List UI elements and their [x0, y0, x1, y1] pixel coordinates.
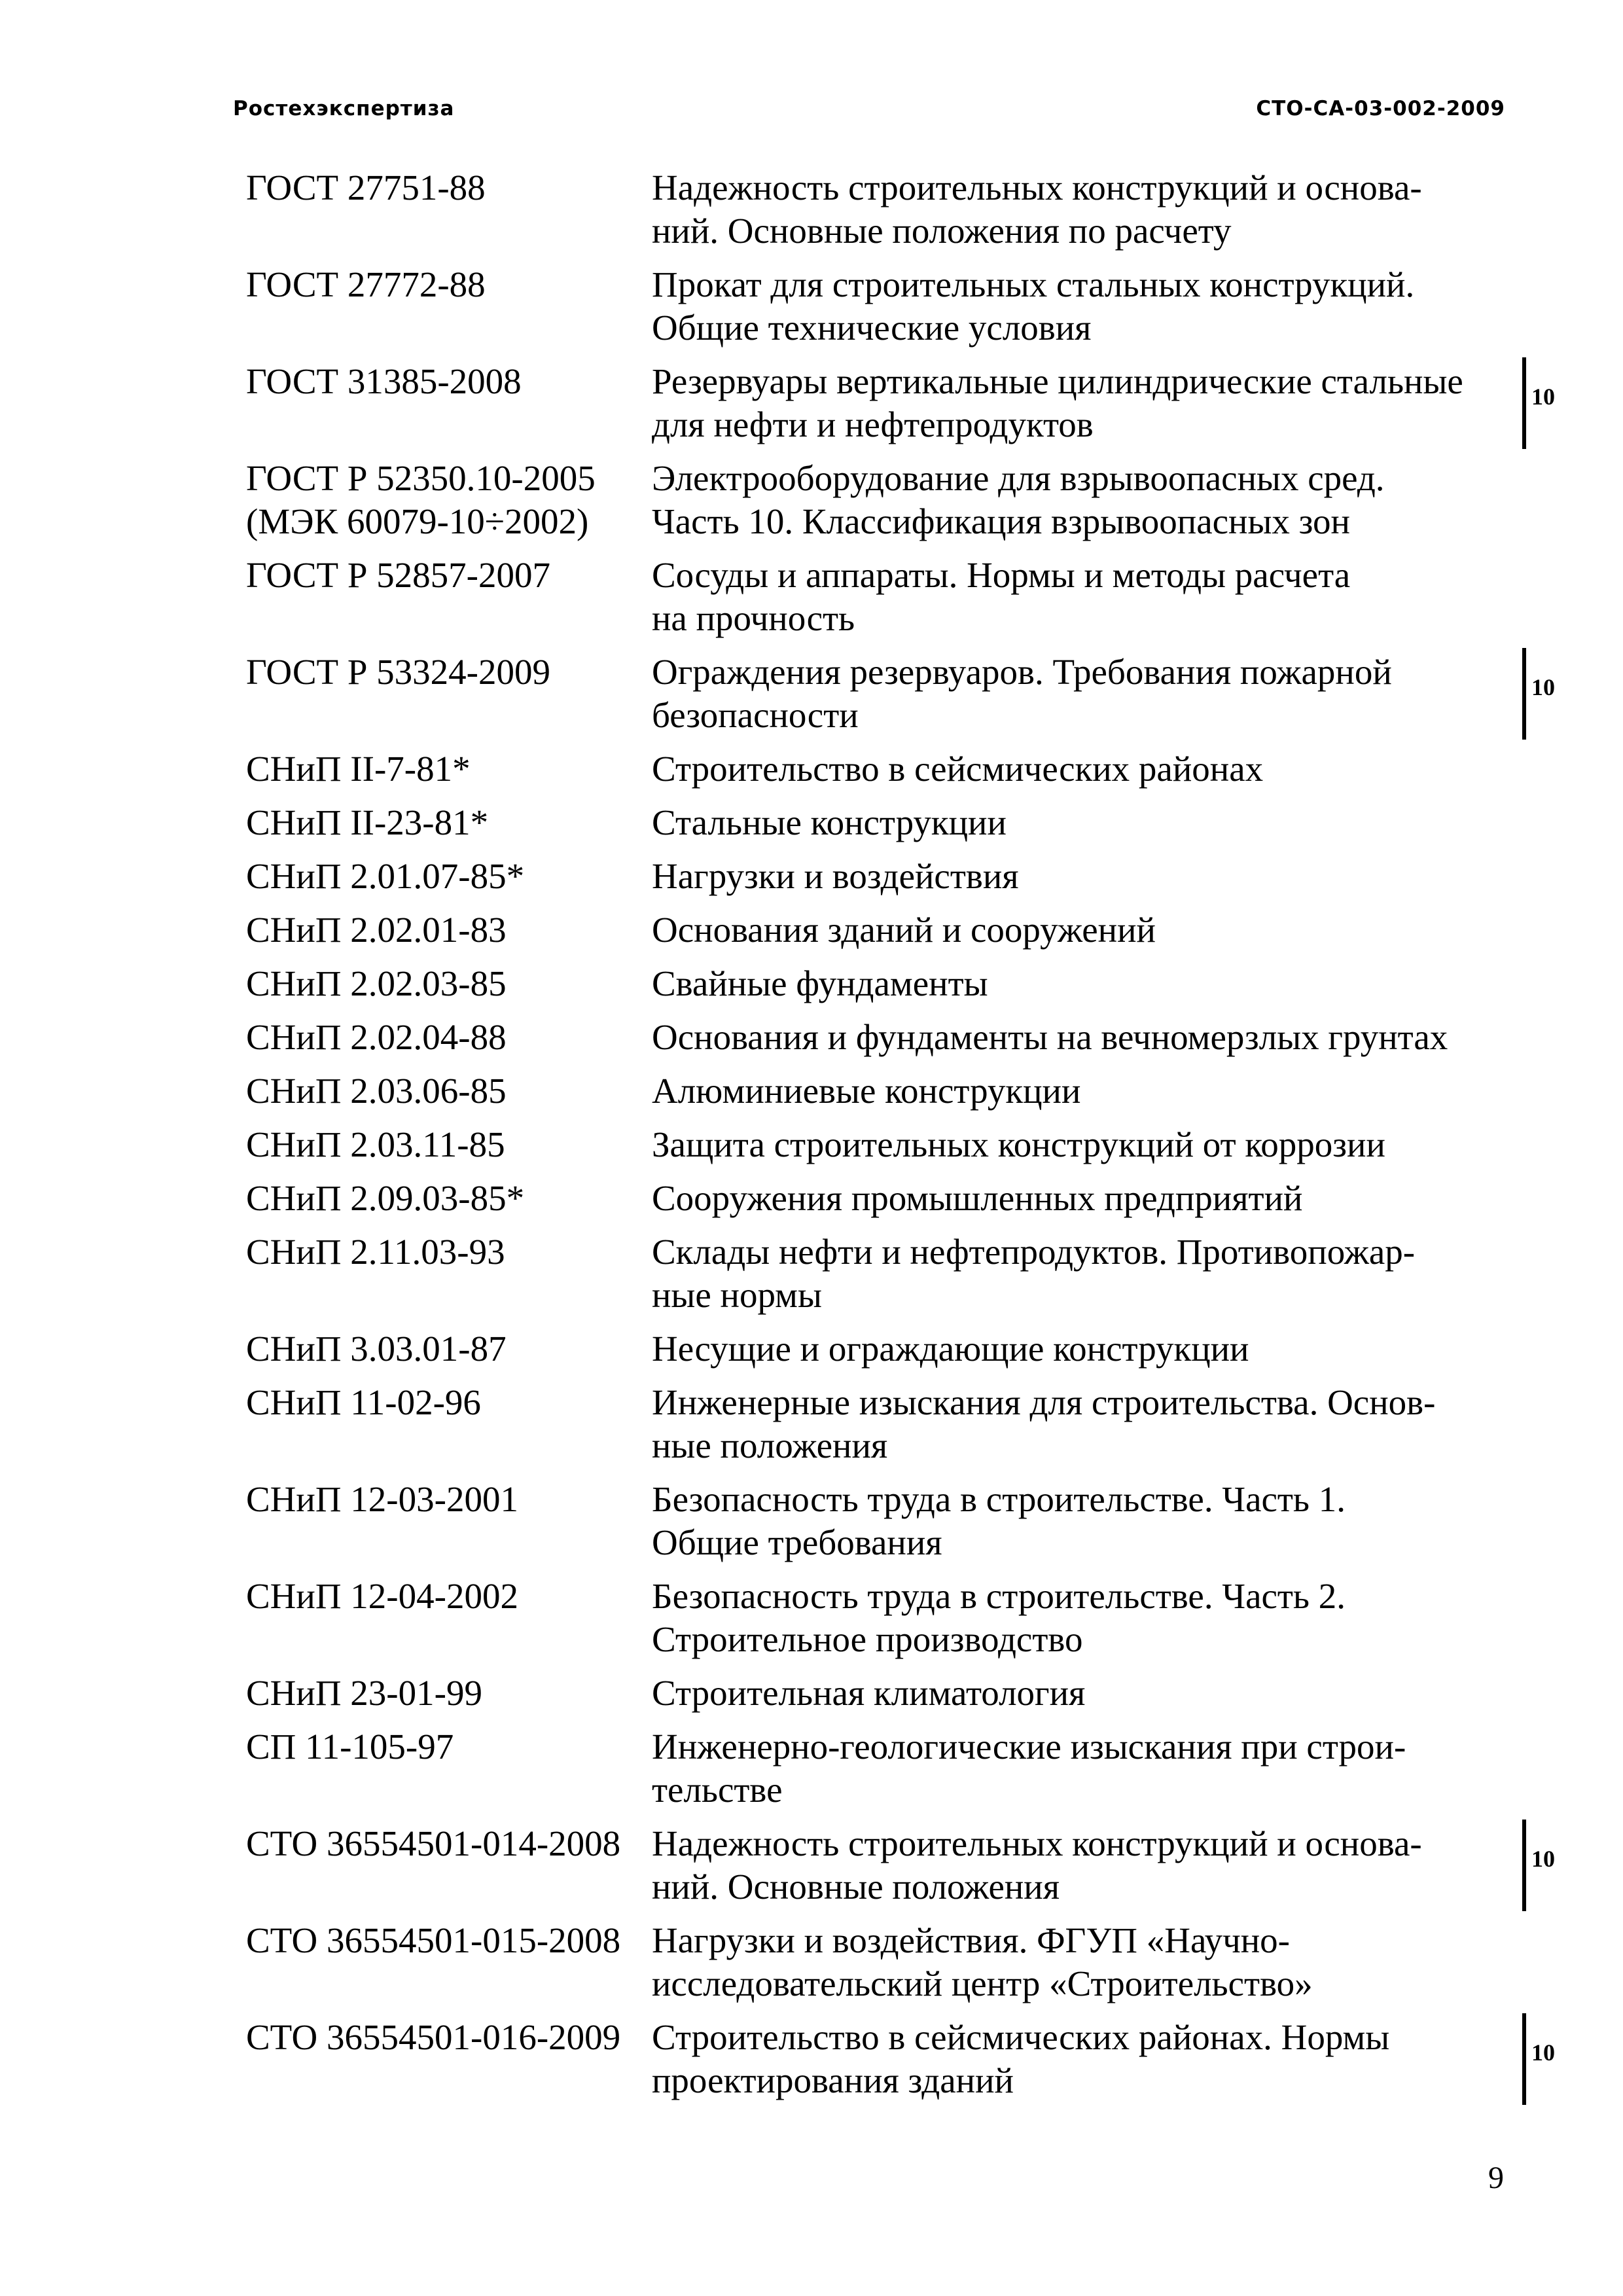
reference-code: СНиП 2.03.06-85: [246, 1071, 507, 1111]
reference-row: [246, 166, 1529, 253]
reference-code: СНиП 23-01-99: [246, 1673, 482, 1713]
change-bar-marker: [1522, 2013, 1555, 2105]
reference-row: [246, 360, 1555, 446]
reference-title: Строительная климатология: [652, 1673, 1086, 1713]
reference-row: [246, 855, 1529, 898]
change-number: 10: [1531, 674, 1555, 700]
reference-title: Электрооборудование для взрывоопасных сред. Часть 10. Классификация взрывоопасных зон: [652, 458, 1385, 541]
reference-title: Нагрузки и воздействия. ФГУП «Научно- исследовательский центр «Строительство»: [652, 1920, 1313, 2003]
reference-title: Инженерные изыскания для строительства. Основ- ные положения: [652, 1382, 1436, 1465]
reference-title: Инженерно-геологические изыскания при строи- тельстве: [652, 1727, 1406, 1810]
reference-code: СНиП 2.02.04-88: [246, 1017, 507, 1057]
reference-row: [246, 1822, 1555, 1909]
reference-row: [246, 1725, 1529, 1812]
reference-code: СТО 36554501-014-2008: [246, 1823, 621, 1863]
change-number: 10: [1531, 1846, 1555, 1872]
reference-title: Основания зданий и сооружений: [652, 910, 1156, 950]
reference-row: [246, 1016, 1529, 1059]
reference-title: Безопасность труда в строительстве. Часть 2. Строительное производство: [652, 1576, 1346, 1659]
reference-title: Нагрузки и воздействия: [652, 856, 1019, 896]
reference-row: [246, 1672, 1529, 1715]
normative-references-list: [246, 166, 1555, 2113]
reference-title: Строительство в сейсмических районах. Нормы проектирования зданий: [652, 2017, 1390, 2100]
reference-code: СНиП II-23-81*: [246, 802, 489, 842]
reference-title: Ограждения резервуаров. Требования пожарной безопасности: [652, 652, 1392, 735]
reference-row: [246, 1327, 1529, 1371]
reference-title: Сосуды и аппараты. Нормы и методы расчета на прочность: [652, 555, 1351, 638]
reference-row: [246, 1575, 1529, 1661]
reference-row: [246, 1478, 1529, 1564]
reference-row: [246, 1230, 1529, 1317]
reference-row: [246, 908, 1529, 952]
reference-row: [246, 801, 1529, 844]
reference-title: Защита строительных конструкций от коррозии: [652, 1124, 1385, 1164]
reference-row: [246, 962, 1529, 1005]
reference-row: [246, 1069, 1529, 1113]
page-header: [233, 97, 1505, 128]
reference-title: Стальные конструкции: [652, 802, 1007, 842]
reference-code: ГОСТ Р 53324-2009: [246, 652, 551, 692]
reference-code: СНиП 12-03-2001: [246, 1479, 518, 1519]
reference-row: [246, 651, 1555, 737]
reference-title: Алюминиевые конструкции: [652, 1071, 1081, 1111]
reference-code: СНиП 12-04-2002: [246, 1576, 518, 1616]
reference-code: ГОСТ 27772-88: [246, 264, 486, 304]
reference-code: СНиП 2.02.03-85: [246, 963, 507, 1003]
reference-row: [246, 554, 1529, 640]
change-bar-marker: [1522, 1820, 1555, 1911]
reference-code: ГОСТ Р 52350.10-2005 (МЭК 60079-10÷2002): [246, 458, 596, 541]
reference-row: [246, 747, 1529, 791]
reference-title: Строительство в сейсмических районах: [652, 749, 1264, 789]
organization-name: Ростехэкспертиза: [233, 97, 455, 120]
change-number: 10: [1531, 2039, 1555, 2066]
reference-code: СП 11-105-97: [246, 1727, 454, 1767]
reference-code: СНиП 2.09.03-85*: [246, 1178, 525, 1218]
reference-title: Сооружения промышленных предприятий: [652, 1178, 1303, 1218]
reference-code: СНиП 2.02.01-83: [246, 910, 507, 950]
reference-code: СНиП 2.11.03-93: [246, 1232, 505, 1272]
reference-code: СНиП 11-02-96: [246, 1382, 481, 1422]
reference-code: СНиП 2.01.07-85*: [246, 856, 525, 896]
reference-code: ГОСТ 27751-88: [246, 168, 486, 207]
reference-title: Свайные фундаменты: [652, 963, 988, 1003]
reference-title: Резервуары вертикальные цилиндрические стальные для нефти и нефтепродуктов: [652, 361, 1463, 444]
reference-code: ГОСТ Р 52857-2007: [246, 555, 551, 595]
reference-title: Прокат для строительных стальных конструкций. Общие технические условия: [652, 264, 1415, 348]
change-bar-marker: [1522, 357, 1555, 449]
reference-title: Несущие и ограждающие конструкции: [652, 1329, 1249, 1369]
reference-title: Надежность строительных конструкций и основа- ний. Основные положения: [652, 1823, 1422, 1907]
reference-code: СНиП 2.03.11-85: [246, 1124, 505, 1164]
change-bar-marker: [1522, 648, 1555, 740]
reference-title: Надежность строительных конструкций и основа- ний. Основные положения по расчету: [652, 168, 1422, 251]
reference-row: [246, 2016, 1555, 2102]
reference-row: [246, 1177, 1529, 1220]
reference-code: СТО 36554501-016-2009: [246, 2017, 621, 2057]
reference-row: [246, 263, 1529, 350]
reference-code: СНиП II-7-81*: [246, 749, 471, 789]
page-number: 9: [1488, 2161, 1504, 2195]
reference-code: СНиП 3.03.01-87: [246, 1329, 507, 1369]
reference-row: [246, 1919, 1529, 2005]
reference-code: СТО 36554501-015-2008: [246, 1920, 621, 1960]
reference-row: [246, 1381, 1529, 1467]
reference-row: [246, 457, 1529, 543]
document-code: СТО-СА-03-002-2009: [1256, 97, 1505, 120]
reference-title: Склады нефти и нефтепродуктов. Противопожар- ные нормы: [652, 1232, 1416, 1315]
reference-code: ГОСТ 31385-2008: [246, 361, 522, 401]
reference-title: Основания и фундаменты на вечномерзлых грунтах: [652, 1017, 1448, 1057]
reference-row: [246, 1123, 1529, 1166]
change-number: 10: [1531, 384, 1555, 410]
reference-title: Безопасность труда в строительстве. Часть 1. Общие требования: [652, 1479, 1346, 1562]
